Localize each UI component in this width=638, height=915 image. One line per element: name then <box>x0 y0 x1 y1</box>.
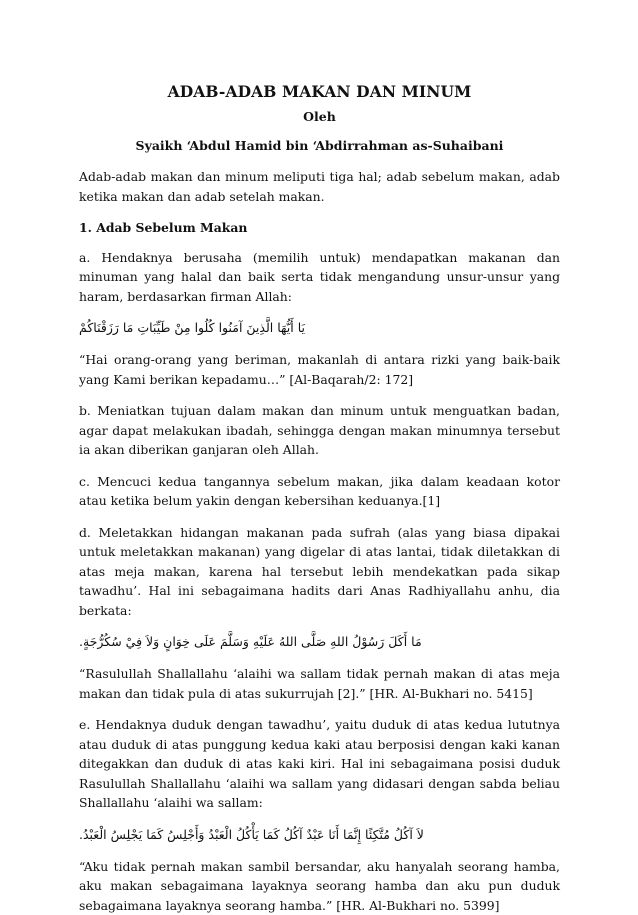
item-b-paragraph: b. Meniatkan tujuan dalam makan dan minum untuk menguatkan badan, agar dapat melakukan ibadah, sehingga dengan makan minumnya tersebut ia akan diberikan ganjaran oleh Allah. <box>79 401 560 460</box>
arabic-verse-1 <box>79 318 560 338</box>
translation-3: “Aku tidak pernah makan sambil bersandar, aku hanyalah seorang hamba, aku makan sebagaimana layaknya seorang hamba dan aku pun duduk sebagaimana layaknya seorang hamba.” [HR. Al-Bukhari no. 5399] <box>79 857 560 915</box>
arabic-hadith-2 <box>79 632 560 652</box>
arabic-text: يَا أَيُّهَا الَّذِينَ آمَنُوا كُلُوا مِنْ طَيِّبَاتِ مَا رَزَقْنَاكُمْ <box>79 318 305 338</box>
translation-1: “Hai orang-orang yang beriman, makanlah di antara rizki yang baik-baik yang Kami berikan kepadamu…” [Al-Baqarah/2: 172] <box>79 350 560 389</box>
author-name: Syaikh ‘Abdul Hamid bin ‘Abdirrahman as-Suhaibani <box>79 138 560 153</box>
item-a-paragraph: a. Hendaknya berusaha (memilih untuk) mendapatkan makanan dan minuman yang halal dan baik serta tidak mengandung unsur-unsur yang haram, berdasarkan firman Allah: <box>79 248 560 307</box>
arabic-text: لاَ آكُلُ مُتَّكِئًا إِنَّمَا أَنَا عَبْدٌ آكُلُ كَمَا يَأْكُلُ الْعَبْدُ وَأَجْلِسُ كَمَا يَجْلِسُ الْعَبْدُ. <box>79 825 424 845</box>
translation-2: “Rasulullah Shallallahu ‘alaihi wa sallam tidak pernah makan di atas meja makan dan tidak pula di atas sukurrujah [2].” [HR. Al-Bukhari no. 5415] <box>79 664 560 703</box>
item-c-paragraph: c. Mencuci kedua tangannya sebelum makan, jika dalam keadaan kotor atau ketika belum yakin dengan kebersihan keduanya.[1] <box>79 472 560 511</box>
intro-paragraph: Adab-adab makan dan minum meliputi tiga hal; adab sebelum makan, adab ketika makan dan adab setelah makan. <box>79 167 560 206</box>
by-label: Oleh <box>79 109 560 124</box>
item-d-paragraph: d. Meletakkan hidangan makanan pada sufrah (alas yang biasa dipakai untuk meletakkan makanan) yang digelar di atas lantai, tidak diletakkan di atas meja makan, karena hal tersebut lebih mendekatkan pada sikap tawadhu’. Hal ini sebagaimana hadits dari Anas Radhiyallahu anhu, dia berkata: <box>79 523 560 621</box>
arabic-text: مَا أَكَلَ رَسُوْلُ اللهِ صَلَّى اللهُ عَلَيْهِ وَسَلَّمَ عَلَى خِوَانٍ وَلاَ فِيْ سُكُرُّجَةٍ. <box>79 632 422 652</box>
arabic-hadith-3 <box>79 825 560 845</box>
section-heading: 1. Adab Sebelum Makan <box>79 218 560 238</box>
item-e-paragraph: e. Hendaknya duduk dengan tawadhu’, yaitu duduk di atas kedua lututnya atau duduk di atas punggung kedua kaki atau berposisi dengan kaki kanan ditegakkan dan duduk di atas kaki kiri. Hal ini sebagaimana posisi duduk Rasulullah Shallallahu ‘alaihi wa sallam yang didasari dengan sabda beliau Shallallahu ‘alaihi wa sallam: <box>79 715 560 813</box>
document-title: ADAB-ADAB MAKAN DAN MINUM <box>79 82 560 101</box>
